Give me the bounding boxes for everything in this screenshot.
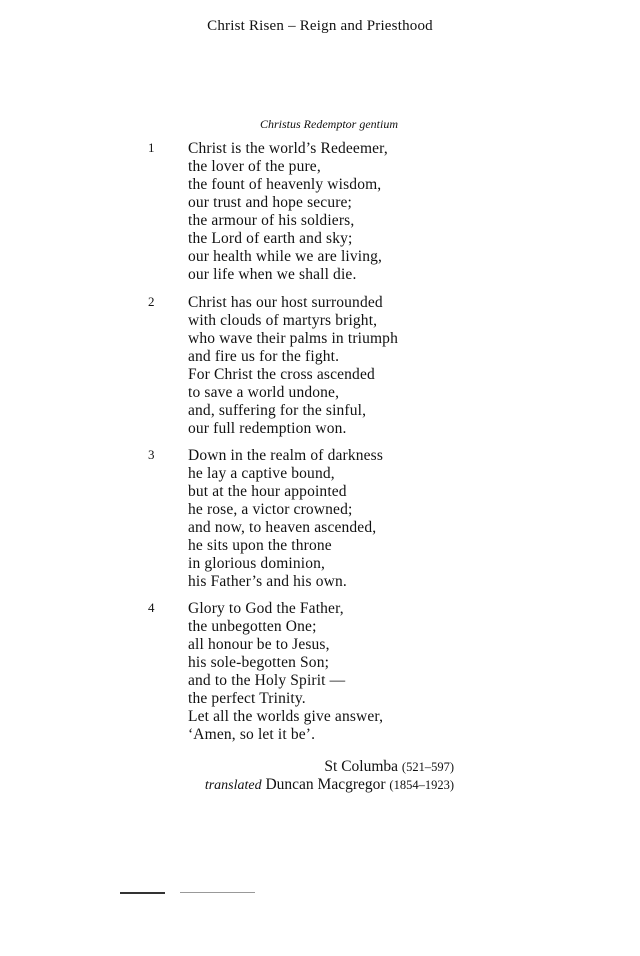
translator-line: [205, 776, 454, 795]
verse-number: 3: [148, 447, 155, 462]
verse-line: he lay a captive bound,: [188, 465, 335, 482]
verse-line: but at the hour appointed: [188, 483, 347, 500]
verse-line: and to the Holy Spirit —: [188, 672, 346, 689]
verse-lines: [188, 600, 383, 744]
verse-line: our health while we are living,: [188, 248, 383, 265]
footer-rule-segment: [120, 892, 165, 894]
verse-number: 4: [148, 600, 155, 615]
verse-line: ‘Amen, so let it be’.: [188, 726, 316, 743]
verse-line: Christ is the world’s Redeemer,: [188, 140, 388, 157]
verse-line: the armour of his soldiers,: [188, 212, 355, 229]
header-title: Christ Risen – Reign and Priesthood: [207, 18, 433, 34]
verse-line: Christ has our host surrounded: [188, 294, 383, 311]
verse-line: our life when we shall die.: [188, 266, 357, 283]
verse-line: and, suffering for the sinful,: [188, 402, 367, 419]
verse-lines: [188, 140, 388, 284]
verse-line: our full redemption won.: [188, 420, 347, 437]
verse-line: who wave their palms in triumph: [188, 330, 398, 347]
verse-line: he rose, a victor crowned;: [188, 501, 353, 518]
verse-line: his sole-begotten Son;: [188, 654, 330, 671]
translated-label: translated: [204, 778, 262, 793]
footer-rule: [120, 892, 255, 894]
author-line: [205, 758, 454, 776]
hymn-latin-title: Christus Redemptor gentium: [260, 117, 398, 131]
verse-line: and fire us for the fight.: [188, 348, 340, 365]
verse-number: 2: [148, 294, 155, 309]
verse-line: in glorious dominion,: [188, 555, 326, 572]
verse-line: the Lord of earth and sky;: [188, 230, 353, 247]
verse-line: our trust and hope secure;: [188, 194, 353, 211]
verse-line: and now, to heaven ascended,: [188, 519, 377, 536]
verse-line: all honour be to Jesus,: [188, 636, 330, 653]
verse-line: For Christ the cross ascended: [188, 366, 375, 383]
verse-line: his Father’s and his own.: [188, 573, 347, 590]
verse-line: the perfect Trinity.: [188, 690, 306, 707]
verse-line: to save a world undone,: [188, 384, 340, 401]
verse-number: 1: [148, 140, 155, 155]
verse-line: the unbegotten One;: [188, 618, 317, 635]
translator-name: Duncan Macgregor: [265, 776, 386, 793]
page-header: [0, 18, 640, 35]
footer-rule-segment: [180, 892, 255, 893]
verse-line: he sits upon the throne: [188, 537, 332, 554]
author-dates: (521–597): [401, 760, 454, 774]
verse-lines: [188, 447, 383, 591]
translator-dates: (1854–1923): [389, 778, 454, 792]
verse-line: the lover of the pure,: [188, 158, 321, 175]
verse-lines: [188, 294, 398, 438]
verse-line: Let all the worlds give answer,: [188, 708, 384, 725]
verse-line: with clouds of martyrs bright,: [188, 312, 378, 329]
author-name: St Columba: [324, 758, 399, 775]
attribution: [205, 758, 454, 795]
verse-line: Glory to God the Father,: [188, 600, 344, 617]
verse-line: the fount of heavenly wisdom,: [188, 176, 382, 193]
verse-line: Down in the realm of darkness: [188, 447, 384, 464]
